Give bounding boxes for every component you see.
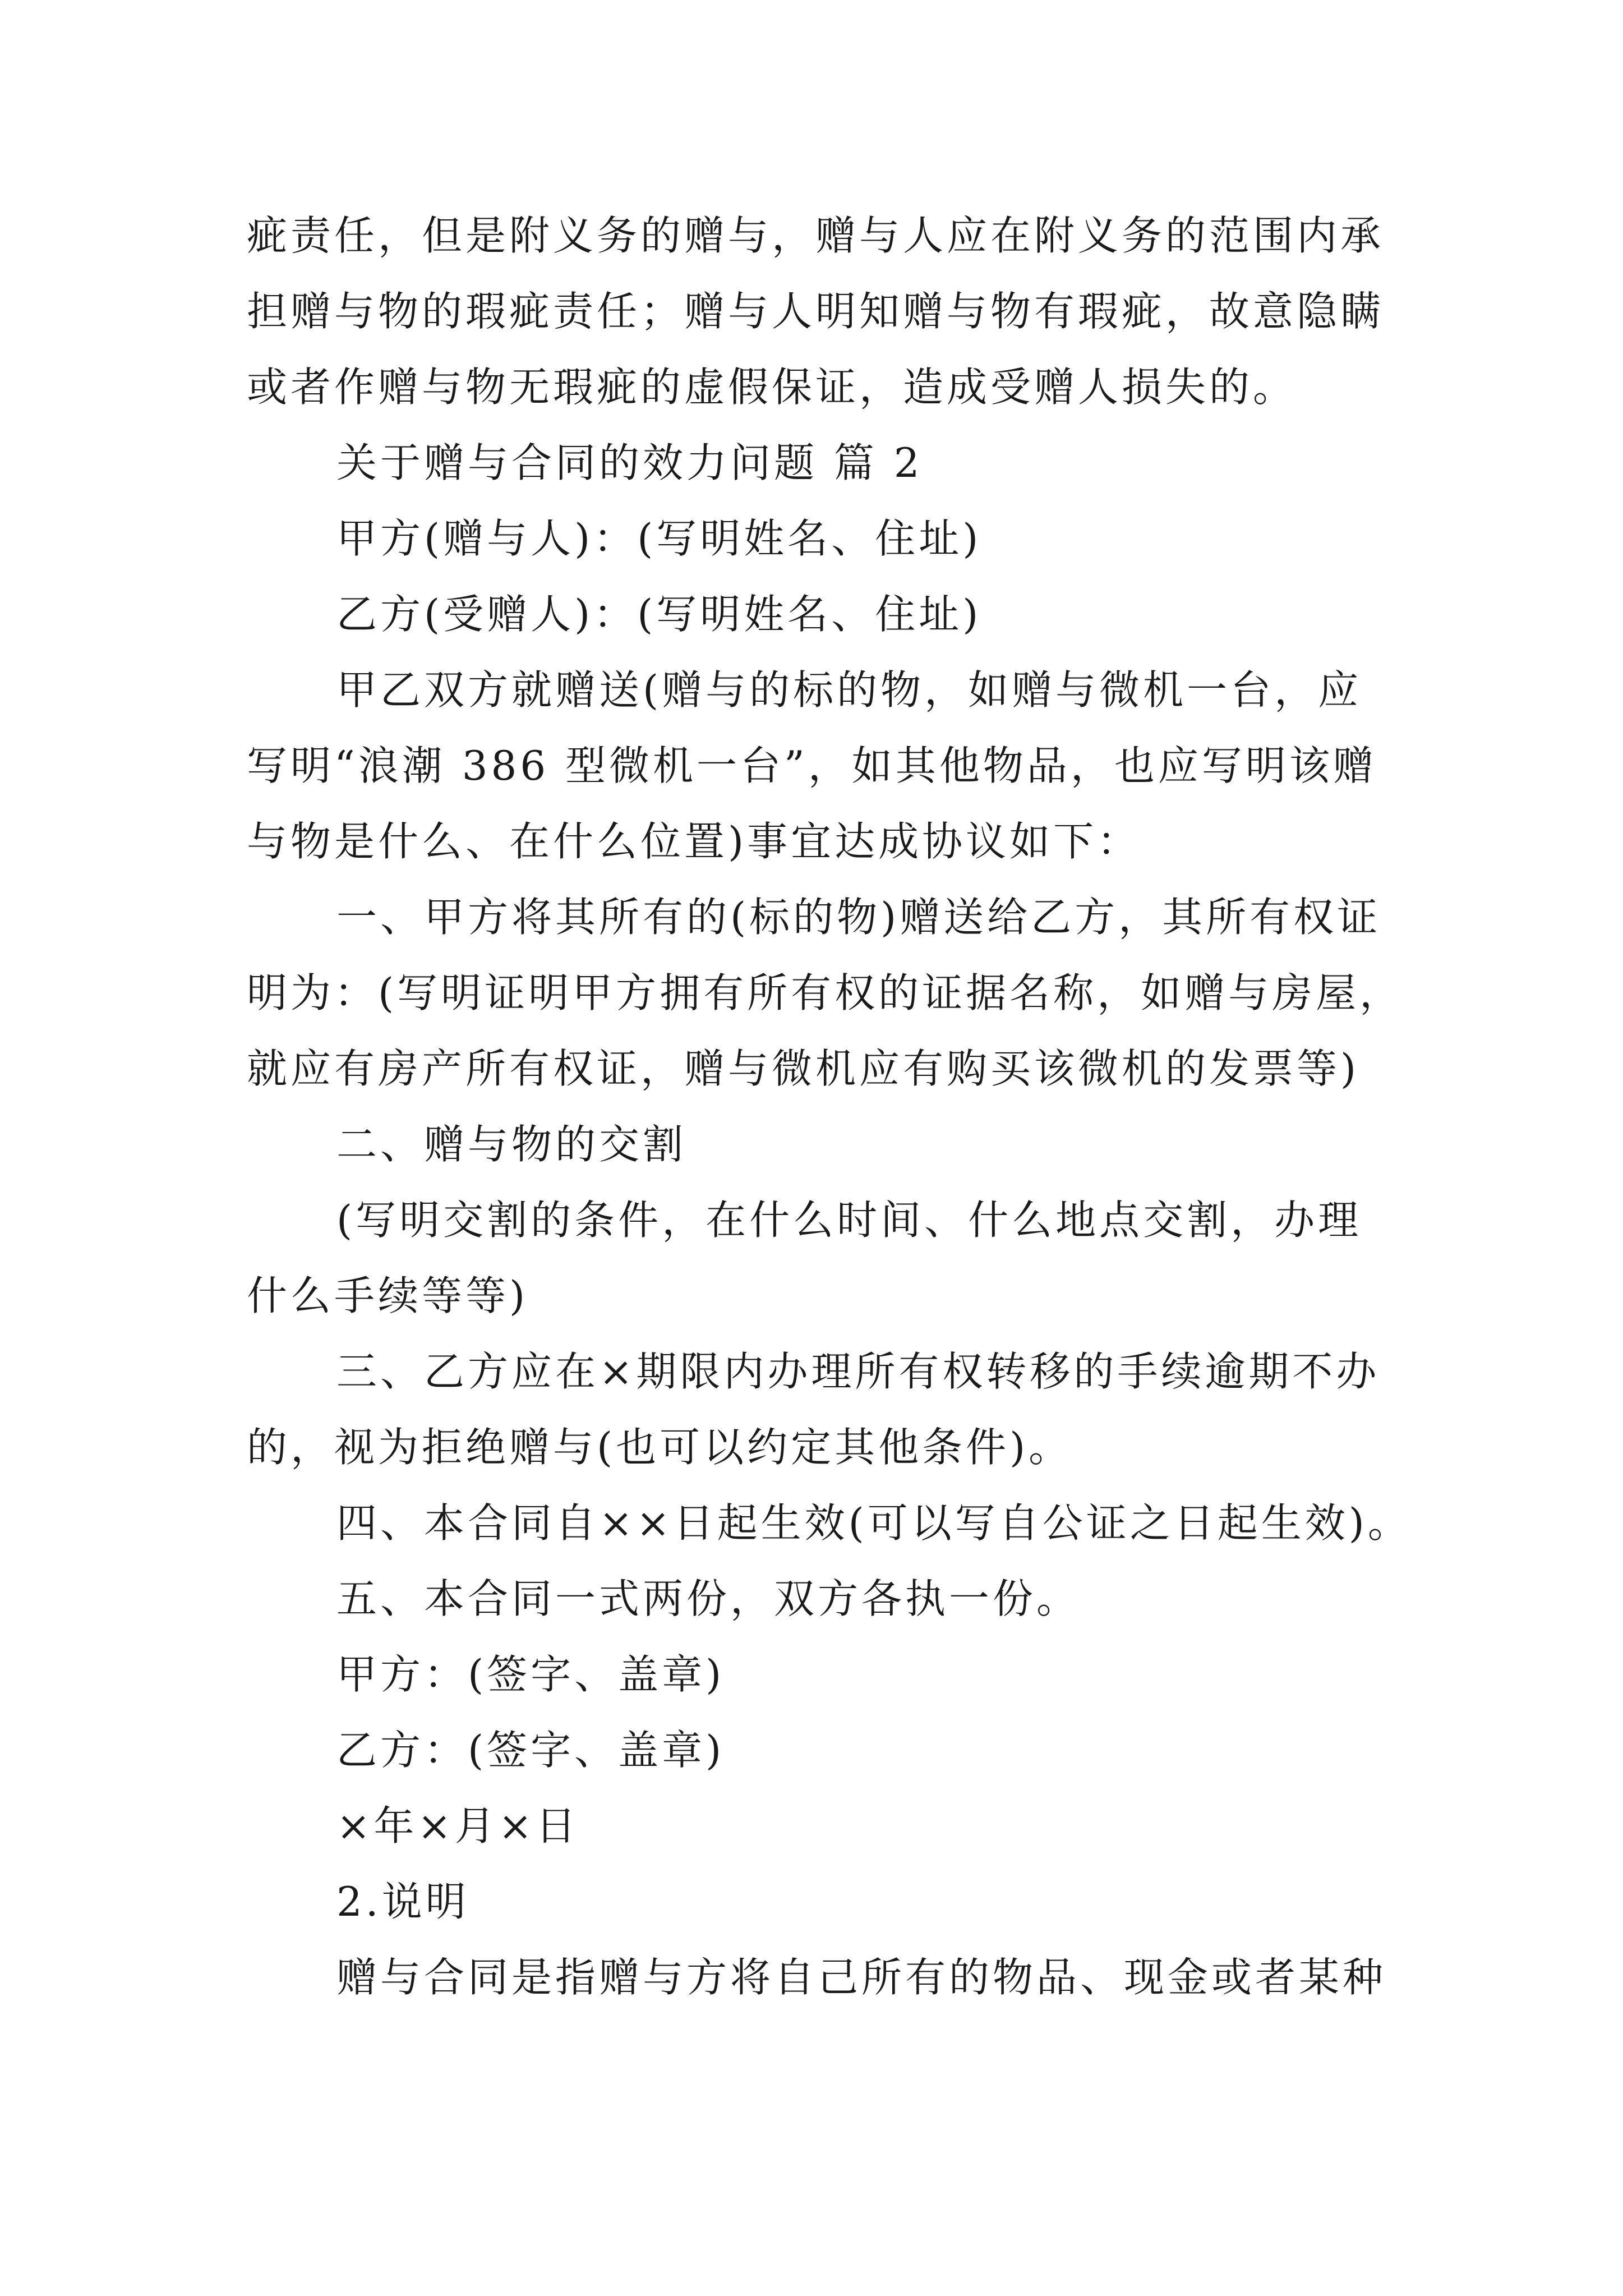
signature-line-party-b: 乙方：(签字、盖章) — [336, 1727, 725, 1774]
text-line: 二、赠与物的交割 — [336, 1121, 687, 1168]
text-line: 或者作赠与物无瑕疵的虚假保证，造成受赠人损失的。 — [247, 364, 1297, 411]
text-line: 疵责任，但是附义务的赠与，赠与人应在附义务的范围内承 — [247, 212, 1385, 259]
text-line: 担赠与物的瑕疵责任；赠与人明知赠与物有瑕疵，故意隐瞒 — [247, 288, 1385, 335]
text-line: 的，视为拒绝赠与(也可以约定其他条件)。 — [247, 1424, 1073, 1471]
section-heading: 2.说明 — [336, 1878, 469, 1925]
text-line: 什么手续等等) — [247, 1272, 529, 1319]
text-line: 明为：(写明证明甲方拥有所有权的证据名称，如赠与房屋， — [247, 969, 1404, 1016]
signature-line-party-a: 甲方：(签字、盖章) — [336, 1651, 725, 1698]
text-line: 一、甲方将其所有的(标的物)赠送给乙方，其所有权证 — [336, 894, 1381, 941]
text-line: 甲方(赠与人)：(写明姓名、住址) — [336, 515, 982, 562]
text-line: 就应有房产所有权证，赠与微机应有购买该微机的发票等) — [247, 1045, 1360, 1092]
date-line: ×年×月×日 — [336, 1802, 579, 1849]
text-line: 甲乙双方就赠送(赠与的标的物，如赠与微机一台，应 — [336, 666, 1362, 714]
text-line: 五、本合同一式两份，双方各执一份。 — [336, 1575, 1081, 1622]
text-line: 与物是什么、在什么位置)事宜达成协议如下： — [247, 818, 1141, 865]
text-line: 乙方(受赠人)：(写明姓名、住址) — [336, 591, 982, 638]
text-line: (写明交割的条件，在什么时间、什么地点交割，办理 — [336, 1197, 1362, 1244]
section-heading: 关于赠与合同的效力问题 篇 2 — [336, 439, 923, 486]
text-line: 四、本合同自××日起生效(可以写自公证之日起生效)。 — [336, 1499, 1412, 1547]
text-line: 赠与合同是指赠与方将自己所有的物品、现金或者某种 — [336, 1954, 1387, 2001]
text-line: 三、乙方应在×期限内办理所有权转移的手续逾期不办 — [336, 1348, 1380, 1395]
text-line: 写明“浪潮 386 型微机一台”，如其他物品，也应写明该赠 — [247, 742, 1377, 789]
